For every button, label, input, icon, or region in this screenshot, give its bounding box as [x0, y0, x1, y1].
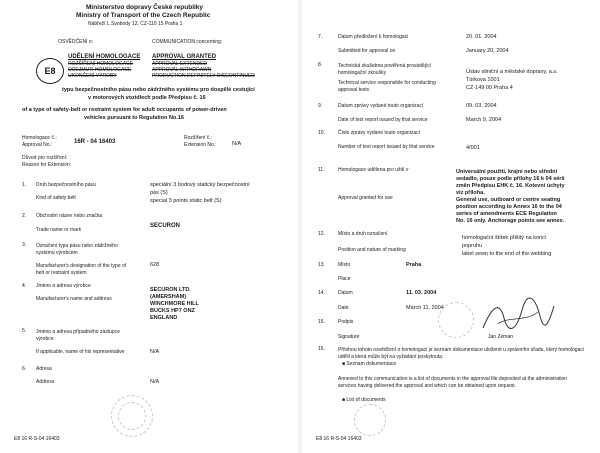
item-9-label-en: Date of test report issued by that service: [338, 117, 428, 123]
item-16-number: 16.: [318, 346, 325, 352]
e8-approval-mark: E8: [36, 58, 64, 84]
item-3-value: 628: [150, 262, 160, 268]
signature-scribble: [478, 296, 558, 336]
item-15-label-cz: Podpis: [338, 319, 354, 325]
item-8-value-line2: Türkova 1001: [466, 77, 500, 83]
item-8-value-line3: CZ-149 00 Praha 4: [466, 85, 513, 91]
item-7-label-en: Submitted for approval on: [338, 48, 396, 54]
item-9-number: 9.: [318, 103, 323, 109]
item-2-number: 2.: [22, 213, 27, 219]
item-3-label-en: Manufacturer's designation of the type of belt or restraint system: [36, 263, 127, 276]
item-1-label-cz: Druh bezpečnostního pásu: [36, 182, 96, 188]
item-5-label-en: If applicable, name of his representative: [36, 349, 125, 355]
item-13-label-en: Place: [338, 276, 351, 282]
item-5-number: 5.: [22, 328, 27, 334]
item-14-number: 14.: [318, 290, 325, 296]
item-8-label-en: Technical service responsible for conducting approval tests: [338, 80, 436, 93]
item-16-text-en: Annexed to this communication is a list of documents in the approval file deposited at the administration services having delivered the approval and which can be obtained upon request.: [338, 376, 568, 389]
item-1-label-en: Kind of safety belt: [36, 195, 76, 201]
item-7-value-en: January 20, 2004: [466, 48, 509, 54]
item-10-label-cz: Číslo zprávy vydané touto organizací: [338, 130, 420, 136]
item-6-label-cz: Adresa: [36, 366, 52, 372]
cz-option-discontinued: UKONČENÍ VÝROBY: [68, 73, 117, 79]
ministry-name-cz: Ministerstvo dopravy České republiky: [86, 4, 204, 11]
item-3-number: 3.: [22, 242, 27, 248]
item-2-label-en: Trade name or mark: [36, 227, 82, 233]
approval-number: 16R - 04 16403: [74, 139, 116, 145]
item-4-value-line1: SECURON LTD.: [150, 287, 191, 293]
item-12-value-line1: homologační štítek přišitý na konci: [462, 235, 547, 241]
item-12-label-en: Position and nature of marking: [338, 247, 406, 253]
item-13-label-cz: Místo: [338, 262, 351, 268]
item-11-value-line5: General use, outboard or centre seating: [456, 197, 561, 203]
communication-label: COMMUNICATION concerning:: [152, 39, 223, 45]
item-10-label-en: Number of test report issued by that service: [338, 144, 435, 150]
item-1-value-line1: speciální 3 bodový statický bezpečnostní: [150, 182, 250, 188]
item-12-value-line2: popruhu: [462, 243, 483, 249]
approval-no-label-en: Approval No.:: [22, 142, 53, 148]
item-13-number: 13.: [318, 262, 325, 268]
item-4-value-line5: ENGLAND: [150, 315, 178, 321]
extension-number: N/A: [232, 141, 242, 147]
signature-stamp: [438, 302, 474, 338]
item-12-number: 12.: [318, 231, 325, 237]
en-option-discontinued: PRODUCTION DEFINITELY DISCONTINUED: [152, 73, 255, 79]
footer-stamp: [354, 404, 386, 436]
approval-page-right: [302, 0, 600, 453]
item-9-value-cz: 09. 03. 2004: [466, 103, 497, 109]
ministry-address: Nábřeží L.Svobody 12, CZ-110 15 Praha 1: [88, 21, 183, 27]
extension-label-en: Extension No.:: [184, 142, 217, 148]
item-1-value-line3: special 3 points static belt (S): [150, 198, 222, 204]
item-3-label-cz: Označení typu pásu nebo zádržného systému výrobcem: [36, 243, 118, 256]
item-11-value-line4: viz příloha.: [456, 190, 485, 196]
signer-name: Jan Zeman: [488, 334, 514, 340]
en-option-extended: APPROVAL EXTENDED: [152, 61, 208, 67]
official-stamp-inner: [118, 402, 146, 430]
approval-no-label-cz: Homologace č.:: [22, 135, 57, 141]
title-en-line2: vehicles pursuant to Regulation No.16: [84, 115, 184, 121]
item-4-number: 4.: [22, 283, 27, 289]
title-en-line1: of a type of safety-belt or restraint system for adult occupants of power-driven: [22, 107, 227, 113]
item-2-label-cz: Obchodní název nebo značka: [36, 213, 103, 219]
item-5-label-cz: Jméno a adresa případného zástupce výrobce: [36, 329, 120, 342]
item-10-number: 10.: [318, 130, 325, 136]
item-8-label-cz: Technická zkušebna pověřená provádějící homologační zkoušky: [338, 63, 432, 76]
item-14-value-en: March 11, 2004: [406, 305, 444, 311]
item-1-number: 1.: [22, 182, 27, 188]
item-11-label-en: Approval granted for use: [338, 195, 393, 201]
ministry-name-en: Ministry of Transport of the Czech Republic: [76, 12, 211, 19]
item-7-label-cz: Datum předložení k homologaci: [338, 34, 409, 40]
reason-label-en: Reason for Extension:: [22, 162, 72, 168]
item-8-value-line1: Ústav silniční a městské dopravy, a.s.: [466, 69, 558, 75]
cz-option-extended: ROZŠÍŘENÍ HOMOLOGACE: [68, 61, 134, 67]
en-option-withdrawn: APPROVAL WITHDRAWN: [152, 67, 212, 73]
item-16-list-en: ■ List of documents: [342, 397, 386, 403]
item-11-value-line2: sedadlo, pouze podle přílohy 16 k 04 sérii: [456, 176, 565, 182]
item-11-value-line8: No. 16 only. Anchorage points see annex.: [456, 218, 565, 224]
item-1-value-line2: pás (S): [150, 190, 168, 196]
item-7-value-cz: 20. 01. 2004: [466, 34, 497, 40]
item-11-value-line7: series of amendments ECE Regulation: [456, 211, 557, 217]
item-11-value-line1: Universální použití, krajní nebo střední: [456, 169, 558, 175]
item-7-number: 7.: [318, 34, 323, 40]
extension-label-cz: Rozšíření č.:: [184, 135, 213, 141]
item-16-text-cz: Přílohou tohoto osvědčení o homologaci je seznam dokumentace uložené u správního úřadu, který homologaci udělil a která může být na vyžádání poskytnuta.: [338, 347, 584, 360]
item-14-value-cz: 11. 03. 2004: [406, 290, 437, 296]
item-15-label-en: Signature: [338, 334, 360, 340]
item-4-value-line3: WINCHMORE HILL: [150, 301, 199, 307]
item-14-label-cz: Datum: [338, 290, 353, 296]
item-2-value: SECURON: [150, 223, 181, 229]
item-11-number: 11.: [318, 167, 325, 173]
approval-page-left: [0, 0, 298, 453]
item-15-number: 15.: [318, 319, 325, 325]
item-4-label-cz: Jméno a adresa výrobce: [36, 283, 91, 289]
item-11-value-line6: position according to Annex 16 to the 04: [456, 204, 562, 210]
osvedceni-label: OSVĚDČENÍ o:: [58, 39, 94, 45]
page-footer-left: E8 16 R-S-04 16403: [14, 436, 60, 442]
reason-label-cz: Důvod pro rozšíření:: [22, 155, 68, 161]
en-option-granted: APPROVAL GRANTED: [152, 54, 217, 60]
item-8-number: 8.: [318, 62, 323, 68]
item-6-number: 6.: [22, 366, 27, 372]
item-16-list-cz: ■ Seznam dokumentace: [342, 361, 397, 367]
title-cz-line1: typu bezpečnostního pásu nebo zádržného systému pro dospělé cestující: [62, 87, 255, 93]
item-11-value-line3: změn Předpisu EHK č. 16. Kotevní úchyty: [456, 183, 565, 189]
item-14-label-en: Date: [338, 305, 349, 311]
item-9-value-en: March 9, 2004: [466, 117, 502, 123]
page-footer-right: E8 16 R-S-04 16403: [316, 436, 362, 442]
item-5-value: N/A: [150, 349, 160, 355]
item-10-value: 4/001: [466, 145, 480, 151]
cz-option-withdrawn: ODEJMUTÍ HOMOLOGACE: [68, 67, 132, 73]
item-9-label-cz: Datum zprávy vydané touto organizací: [338, 103, 424, 109]
item-6-label-en: Address: [36, 379, 55, 385]
item-4-value-line4: BUCKS HP7 ONZ: [150, 308, 195, 314]
item-6-value: N/A: [150, 379, 160, 385]
item-4-value-line2: (AMERSHAM): [150, 294, 187, 300]
item-12-value-line3: label sewn to the end of the webbing: [462, 251, 552, 257]
cz-option-granted: UDĚLENÍ HOMOLOGACE: [68, 54, 141, 60]
title-cz-line2: v motorových vozidlech podle Předpisu č. 16: [88, 95, 206, 101]
item-13-value: Praha: [406, 262, 422, 268]
item-4-label-en: Manufacturer's name and address: [36, 296, 112, 302]
item-12-label-cz: Místo a druh označení: [338, 231, 388, 237]
item-11-label-cz: Homologace udělena pro užití v: [338, 167, 409, 173]
